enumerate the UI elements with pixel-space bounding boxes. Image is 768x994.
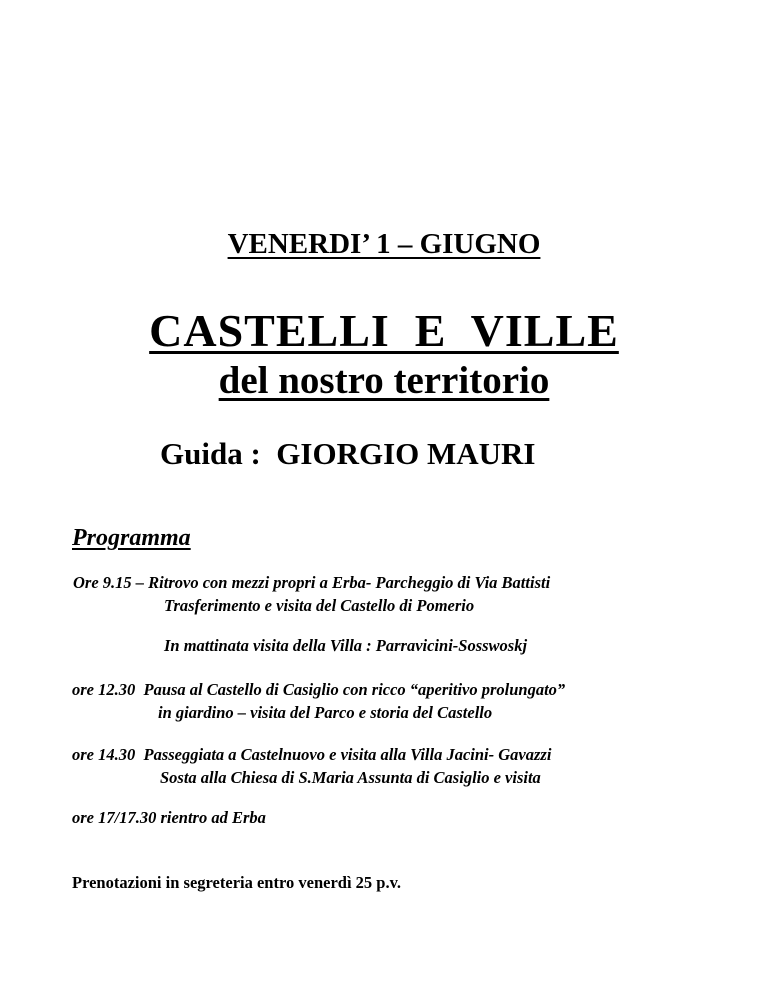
program-line: ore 14.30 Passeggiata a Castelnuovo e visita alla Villa Jacini- Gavazzi — [72, 745, 552, 764]
program-line: ore 12.30 Pausa al Castello di Casiglio con ricco “aperitivo prolungato” — [72, 680, 566, 699]
page-title: CASTELLI E VILLE — [149, 305, 619, 356]
program-line: In mattinata visita della Villa : Parravicini-Sosswoskj — [164, 636, 528, 655]
program-line: Ore 9.15 – Ritrovo con mezzi propri a Erba- Parcheggio di Via Battisti — [73, 573, 551, 592]
booking-note: Prenotazioni in segreteria entro venerdì 25 p.v. — [72, 873, 402, 892]
guide-label: Guida : — [160, 436, 261, 471]
program-line: in giardino – visita del Parco e storia del Castello — [158, 703, 493, 722]
program-line: Trasferimento e visita del Castello di Pomerio — [164, 596, 475, 615]
program-line: ore 17/17.30 rientro ad Erba — [72, 808, 266, 827]
programma-heading: Programma — [72, 525, 191, 551]
program-line: Sosta alla Chiesa di S.Maria Assunta di Casiglio e visita — [160, 768, 541, 787]
date-heading: VENERDI’ 1 – GIUGNO — [227, 228, 541, 260]
guide-line — [160, 436, 535, 472]
guide-name: GIORGIO MAURI — [276, 436, 536, 471]
page-subtitle: del nostro territorio — [218, 359, 550, 402]
